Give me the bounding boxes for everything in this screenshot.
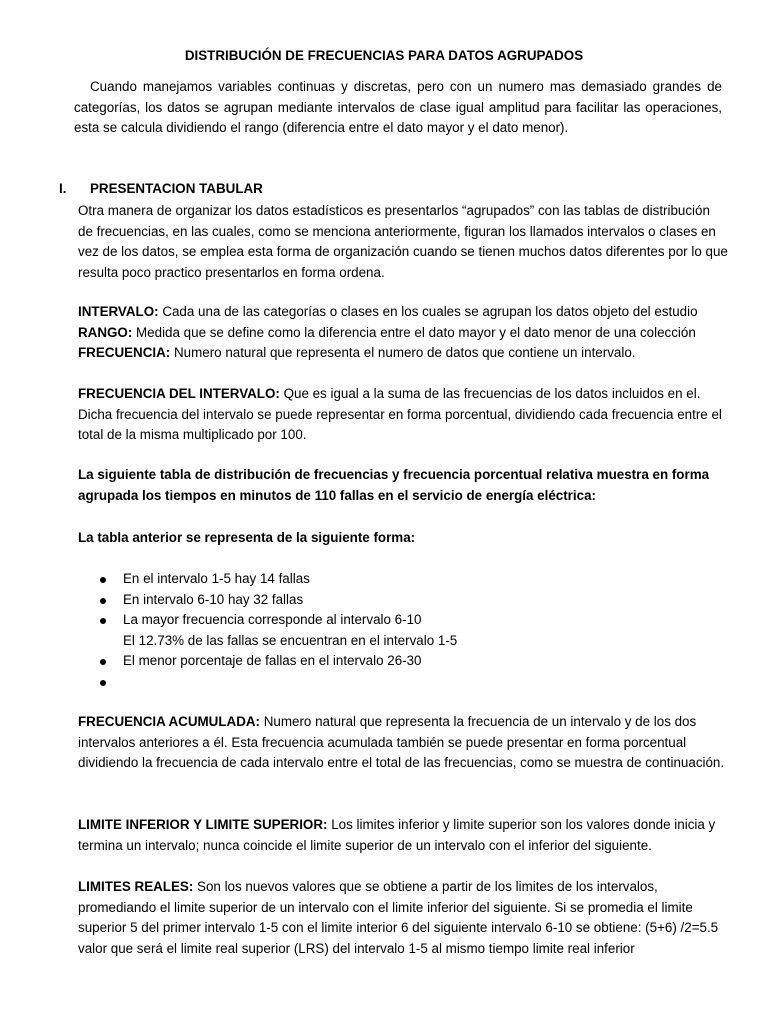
bullet-list	[95, 569, 695, 693]
paragraph-tabular: Otra manera de organizar los datos estadísticos es presentarlos “agrupados” con las tablas de distribución de frecuencias, en las cuales, como se menciona anteriormente, figuran los llamados intervalos o clases en vez de los datos, se emplea esta forma de organización cuando se tienen muchos datos diferentes por lo que resulta poco practico presentarlos en forma ordena.	[78, 203, 728, 280]
definition-term: FRECUENCIA ACUMULADA:	[78, 714, 260, 729]
definition-text: Son los nuevos valores que se obtiene a partir de los limites de los intervalos, promediando el limite superior de un intervalo con el limite inferior del siguiente. Si se promedia el limite superior 5 del primer intervalo 1-5 con el limite interior 6 del siguiente intervalo 6-10 se obtiene: (5+6) /2=5.5 valor que será el limite real superior (LRS) del intervalo 1-5 al mismo tiempo limite real inferior	[78, 879, 719, 956]
list-item	[95, 651, 695, 672]
list-item-text: El menor porcentaje de fallas en el intervalo 26-30	[123, 653, 422, 669]
paragraph-limites	[78, 815, 728, 856]
definition-text: Numero natural que representa la frecuencia de un intervalo y de los dos intervalos anteriores a él. Esta frecuencia acumulada también se puede presentar en forma porcentual dividiendo la frecuencia de cada intervalo entre el total de las frecuencias, como se muestra de continuación.	[78, 714, 725, 771]
definition-term: FRECUENCIA DEL INTERVALO:	[78, 386, 280, 401]
paragraph-limites-reales	[78, 877, 728, 959]
intro-paragraph: Cuando manejamos variables continuas y discretas, pero con un numero mas demasiado grandes de categorías, los datos se agrupan mediante intervalos de clase igual amplitud para facilitar las operaciones, esta se calcula dividiendo el rango (diferencia entre el dato mayor y el dato menor).	[74, 79, 722, 136]
section-title: PRESENTACION TABULAR	[90, 181, 263, 196]
paragraph-frecuencia-acumulada	[78, 712, 728, 774]
paragraph-frecuencia-intervalo	[78, 384, 728, 446]
table-intro-paragraph: La siguiente tabla de distribución de frecuencias y frecuencia porcentual relativa muestra en forma agrupada los tiempos en minutos de 110 fallas en el servicio de energía eléctrica:	[78, 467, 710, 503]
list-item	[95, 569, 695, 590]
definition-term: RANGO:	[78, 324, 133, 340]
list-item-text: En intervalo 6-10 hay 32 fallas	[123, 591, 304, 607]
definition-frecuencia	[78, 343, 728, 364]
definitions-list	[78, 302, 728, 364]
definition-text: Que es igual a la suma de las frecuencias de los datos incluidos en el. Dicha frecuencia del intervalo se puede representar en forma porcentual, dividiendo cada frecuencia entre el total de la misma multiplicado por 100.	[78, 386, 722, 443]
definition-term: FRECUENCIA:	[78, 345, 171, 361]
definition-rango	[78, 323, 728, 344]
bullet-icon	[100, 680, 106, 686]
definition-term: LIMITE INFERIOR Y LIMITE SUPERIOR:	[78, 817, 328, 832]
section-heading	[59, 181, 263, 196]
definition-term: LIMITES REALES:	[78, 879, 194, 894]
section-number: I.	[59, 181, 67, 196]
definition-text: Cada una de las categorías o clases en los cuales se agrupan los datos objeto del estudio	[158, 304, 698, 319]
definition-term: INTERVALO:	[78, 304, 159, 319]
definition-intervalo	[78, 302, 728, 323]
bullet-icon	[100, 618, 106, 624]
bullet-icon	[100, 659, 106, 665]
document-title: DISTRIBUCIÓN DE FRECUENCIAS PARA DATOS AGRUPADOS	[184, 48, 584, 63]
bullet-icon	[100, 577, 106, 583]
definition-text: Numero natural que representa el numero de datos que contiene un intervalo.	[170, 345, 636, 361]
list-item-text: En el intervalo 1-5 hay 14 fallas	[123, 571, 310, 586]
definition-text: Medida que se define como la diferencia entre el dato mayor y el dato menor de una colección	[132, 324, 696, 340]
list-item	[95, 590, 695, 611]
table-representation-heading: La tabla anterior se representa de la siguiente forma:	[78, 530, 416, 545]
list-item-continuation: El 12.73% de las fallas se encuentran en el intervalo 1-5	[123, 632, 458, 648]
definition-text: Los limites inferior y limite superior son los valores donde inicia y termina un intervalo; nunca coincide el limite superior de un intervalo con el inferior del siguiente.	[78, 817, 716, 853]
list-item-text: La mayor frecuencia corresponde al intervalo 6-10	[123, 612, 422, 628]
bullet-icon	[100, 598, 106, 604]
list-item	[95, 610, 695, 631]
list-item-empty	[95, 672, 695, 693]
